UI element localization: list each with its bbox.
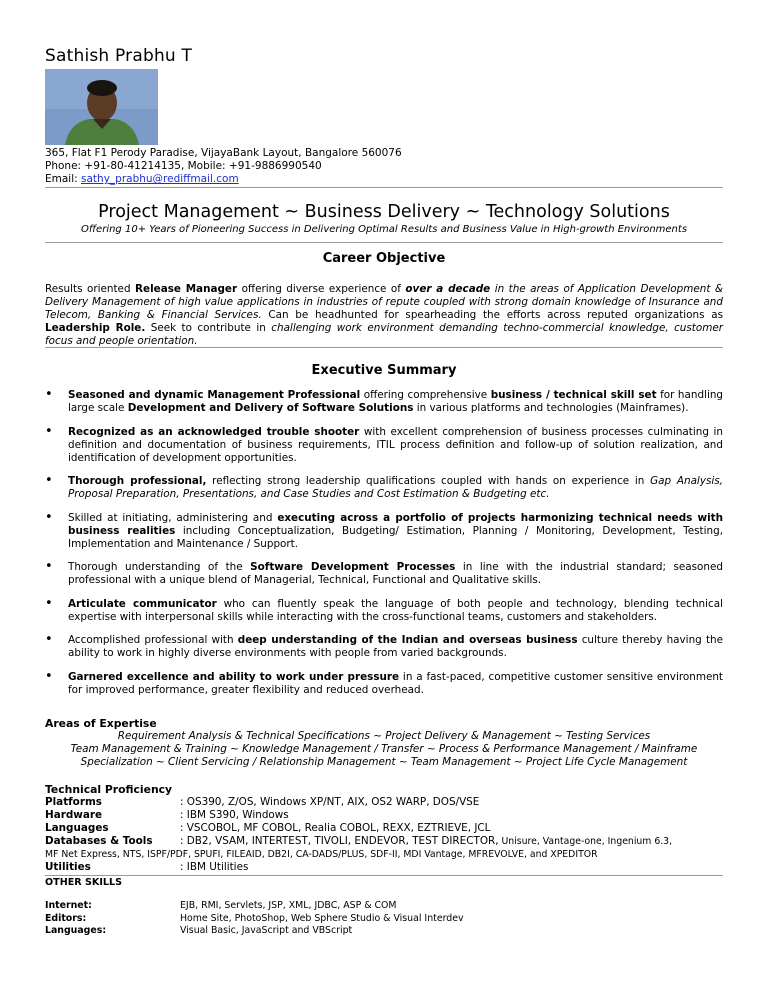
objective-part-bold-italic: over a decade <box>405 283 491 295</box>
tech-key: Hardware <box>45 809 103 821</box>
item-part: in line with the industrial standard; seasoned professional with a unique blend of Managerial, Technical, Functional and Qualitative skills. <box>68 561 723 586</box>
tech-value: : VSCOBOL, MF COBOL, Realia COBOL, REXX, EZTRIEVE, JCL <box>180 822 491 834</box>
list-item <box>45 509 724 551</box>
areas-line: Specialization ~ Client Servicing / Relationship Management ~ Team Management ~ Project Life Cycle Management <box>80 756 688 768</box>
item-part: for handling large scale <box>68 389 724 414</box>
areas-of-expertise-title: Areas of Expertise <box>45 717 157 730</box>
other-row-languages <box>45 925 723 938</box>
item-part: Thorough professional, <box>68 475 207 487</box>
item-part: Garnered excellence and ability to work under pressure <box>68 670 400 683</box>
other-value: Visual Basic, JavaScript and VBScript <box>180 925 353 937</box>
executive-summary-list <box>45 389 723 707</box>
divider-summary <box>45 347 723 348</box>
other-row-internet <box>45 900 723 913</box>
tagline: Offering 10+ Years of Pioneering Success in Delivering Optimal Results and Business Value in High-growth Environments <box>80 224 688 235</box>
bullet-icon: • <box>45 473 53 488</box>
email-link[interactable]: sathy_prabhu@rediffmail.com <box>81 173 239 186</box>
profile-photo <box>45 69 158 145</box>
list-item <box>45 423 724 465</box>
other-value: Home Site, PhotoShop, Web Sphere Studio & Visual Interdev <box>180 912 464 924</box>
other-key: Languages: <box>45 925 107 937</box>
areas-of-expertise <box>45 730 723 769</box>
tech-row-hardware <box>45 809 723 822</box>
other-key: Internet: <box>45 900 92 911</box>
tech-value-part: : DB2, VSAM, INTERTEST, TIVOLI, ENDEVOR, TEST DIRECTOR, <box>180 835 499 847</box>
tech-key: Databases & Tools <box>45 835 153 847</box>
item-part: who can fluently speak the language of both people and technology, blending technical expertise with interpersonal skills while interacting with the cross-functional teams, customers and stakeholders. <box>68 597 724 623</box>
other-skills <box>45 900 723 938</box>
tech-key: Languages <box>45 822 109 834</box>
objective-part-italic: challenging work environment demanding techno-commercial knowledge, customer focus and people orientation. <box>45 322 723 347</box>
headline: Project Management ~ Business Delivery ~ Technology Solutions <box>98 202 670 222</box>
email-line <box>45 173 402 186</box>
bullet-icon: • <box>45 423 53 439</box>
item-part: business / technical skill set <box>490 389 657 401</box>
item-part: Thorough understanding of the <box>68 561 251 573</box>
address-line: 365, Flat F1 Perody Paradise, VijayaBank Layout, Bangalore 560076 <box>45 147 402 159</box>
divider-other-skills <box>45 875 723 876</box>
phone-line: Phone: +91-80-41214135, Mobile: +91-9886990540 <box>45 160 322 173</box>
item-part: reflecting strong leadership qualifications coupled with hands on experience in <box>206 475 651 487</box>
tech-key: Utilities <box>45 861 91 873</box>
divider-objective <box>45 242 723 243</box>
bullet-icon: • <box>45 509 53 525</box>
list-item <box>45 634 723 660</box>
item-part: including Conceptualization, Budgeting/ Estimation, Planning / Monitoring, Development, Testing, Implementation and Maintenance / Support. <box>68 524 723 550</box>
technical-proficiency-title: Technical Proficiency <box>45 783 173 796</box>
list-item <box>45 668 723 697</box>
candidate-name: Sathish Prabhu T <box>45 46 193 66</box>
item-part: Gap Analysis, Proposal Preparation, Presentations, and Case Studies and Cost Estimation & Budgeting etc. <box>68 475 723 500</box>
item-part: Accomplished professional with <box>68 634 238 646</box>
technical-proficiency <box>45 796 723 874</box>
item-part: in various platforms and technologies (Mainframes). <box>413 402 689 414</box>
bullet-icon: • <box>45 387 53 402</box>
other-skills-title: OTHER SKILLS <box>45 877 123 888</box>
tech-row-utilities <box>45 861 723 874</box>
objective-part: Can be headhunted for spearheading the efforts across reputed organizations as <box>261 309 723 321</box>
item-part: with excellent comprehension of business processes culminating in definition and documentation of business requirements, ITIL process definition and follow-up of solution realization, and identification of development opportunities. <box>68 425 724 464</box>
item-part: Development and Delivery of Software Solutions <box>127 402 414 414</box>
item-part: in a fast-paced, competitive customer sensitive environment for improved performance, greater flexibility and reduced overhead. <box>68 670 723 696</box>
item-part: Articulate communicator <box>68 597 217 610</box>
objective-part: Seek to contribute in <box>145 322 272 334</box>
tech-value: : IBM Utilities <box>180 861 249 873</box>
item-part: culture thereby having the ability to work in highly diverse environments with people from varied backgrounds. <box>68 634 723 659</box>
item-part: deep understanding of the Indian and overseas business <box>237 634 578 646</box>
email-label: Email: <box>45 173 82 186</box>
item-part: Skilled at initiating, administering and <box>68 511 278 524</box>
tech-row-languages <box>45 822 723 835</box>
objective-part-italic: in the areas of Application Development & Delivery Management of high value applications in industries of repute coupled with strong domain knowledge of Insurance and Telecom, Banking & Financial Services. <box>45 283 723 321</box>
tech-row-databases <box>45 835 723 861</box>
objective-part-bold: Leadership Role. <box>45 322 146 334</box>
career-objective-title: Career Objective <box>322 251 446 266</box>
contact-block <box>45 147 402 187</box>
other-key: Editors: <box>45 912 87 924</box>
executive-summary-title: Executive Summary <box>311 363 457 378</box>
career-objective-text <box>45 283 723 348</box>
list-item <box>45 389 723 415</box>
bullet-icon: • <box>45 559 53 574</box>
tech-row-platforms <box>45 796 723 809</box>
item-part: Recognized as an acknowledged trouble shooter <box>68 425 360 438</box>
divider-top <box>45 187 723 188</box>
tech-key: Platforms <box>45 796 102 808</box>
item-part: offering comprehensive <box>360 389 491 401</box>
item-part: executing across a portfolio of projects harmonizing technical needs with business realities <box>68 511 724 537</box>
list-item <box>45 561 723 587</box>
item-part: Seasoned and dynamic Management Professional <box>68 389 361 401</box>
item-part: Software Development Processes <box>250 561 456 573</box>
bullet-icon: • <box>45 632 53 647</box>
tech-value-continued: MF Net Express, NTS, ISPF/PDF, SPUFI, FILEAID, DB2I, CA-DADS/PLUS, SDF-II, MDI Vantage, MFREVOLVE, and XPEDITOR <box>45 849 598 860</box>
areas-line: Requirement Analysis & Technical Specifications ~ Project Delivery & Management ~ Testing Services <box>117 730 651 742</box>
tech-value: : OS390, Z/OS, Windows XP/NT, AIX, OS2 WARP, DOS/VSE <box>180 796 480 808</box>
areas-line: Team Management & Training ~ Knowledge Management / Transfer ~ Process & Performance Management / Mainframe <box>70 743 698 755</box>
tech-value-part: Unisure, Vantage-one, Ingenium 6.3, <box>498 836 673 847</box>
objective-part: Results oriented <box>45 283 136 295</box>
other-value: EJB, RMI, Servlets, JSP, XML, JDBC, ASP & COM <box>180 900 397 911</box>
objective-part: offering diverse experience of <box>237 283 406 295</box>
bullet-icon: • <box>45 595 53 611</box>
objective-part-bold: Release Manager <box>135 283 238 295</box>
list-item <box>45 475 723 501</box>
bullet-icon: • <box>45 668 53 684</box>
list-item <box>45 595 724 624</box>
other-row-editors <box>45 913 723 926</box>
tech-value: : IBM S390, Windows <box>180 809 289 821</box>
